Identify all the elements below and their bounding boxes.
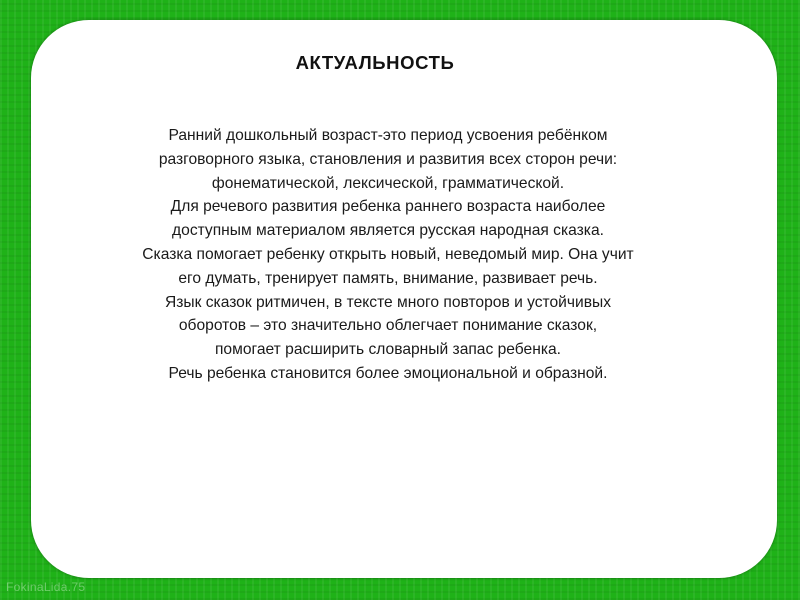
body-line: оборотов – это значительно облегчает понимание сказок, (178, 317, 598, 335)
body-line: Для речевого развития ребенка раннего возраста наиболее (170, 198, 606, 216)
body-line: помогает расширить словарный запас ребенка. (214, 341, 561, 359)
body-line: разговорного языка, становления и развития всех сторон речи: (158, 150, 618, 168)
slide-title: АКТУАЛЬНОСТЬ (295, 52, 455, 73)
body-line: Сказка помогает ребенку открыть новый, неведомый мир. Она учит (142, 245, 634, 263)
body-line: его думать, тренирует память, внимание, развивает речь. (178, 269, 598, 287)
body-line: фонематической, лексической, грамматической. (211, 174, 565, 192)
slide-body-text (64, 124, 712, 386)
body-line: Язык сказок ритмичен, в тексте много повторов и устойчивых (164, 293, 612, 311)
body-line: Ранний дошкольный возраст-это период усвоения ребёнком (168, 127, 608, 144)
body-line: Речь ребенка становится более эмоциональной и образной. (168, 364, 608, 382)
body-line: доступным материалом является русская народная сказка. (172, 222, 604, 240)
watermark-text: FokinaLida.75 (6, 580, 86, 594)
